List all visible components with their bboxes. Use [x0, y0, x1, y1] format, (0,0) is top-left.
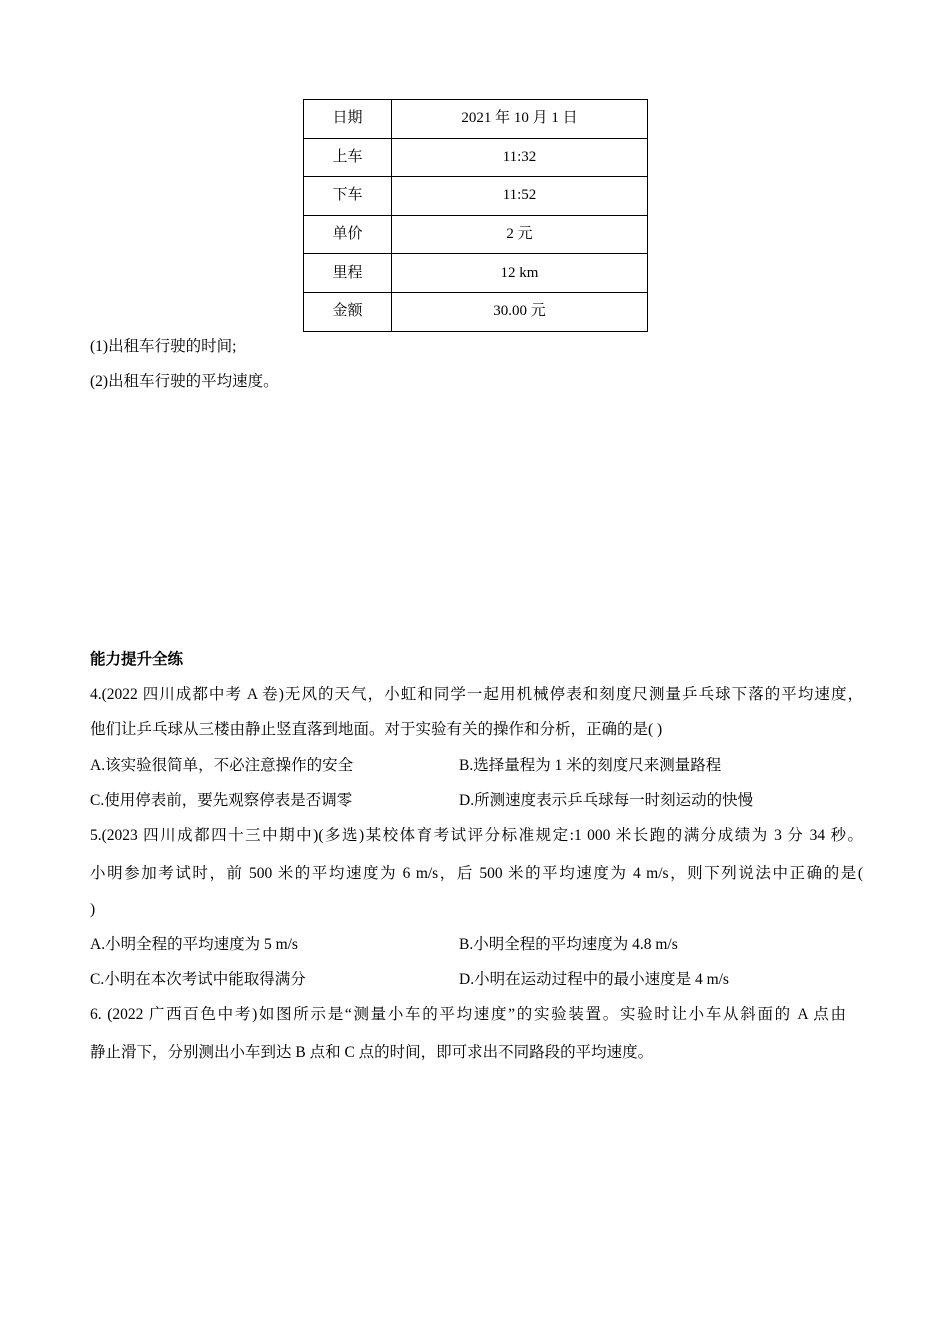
- row-value-amount: 30.00 元: [392, 292, 648, 331]
- row-value-alighting: 11:52: [392, 177, 648, 216]
- taxi-receipt-table: [303, 99, 648, 332]
- row-label-amount: 金额: [304, 292, 392, 331]
- section-title: 能力提升全练: [90, 651, 184, 668]
- row-label-mileage: 里程: [304, 254, 392, 293]
- q5-option-d: D.小明在运动过程中的最小速度是 4 m/s: [459, 971, 729, 988]
- q5-option-b: B.小明全程的平均速度为 4.8 m/s: [459, 936, 678, 953]
- row-value-mileage: 12 km: [392, 254, 648, 293]
- q4-option-b: B.选择量程为 1 米的刻度尺来测量路程: [459, 757, 722, 774]
- q5-option-c: C.小明在本次考试中能取得满分: [90, 971, 306, 988]
- row-value-date: 2021 年 10 月 1 日: [392, 100, 648, 139]
- q5-stem-line-1: 5.(2023 四川成都四十三中期中)(多选)某校体育考试评分标准规定:1 000 米长跑的满分成绩为 3 分 34 秒。: [90, 827, 863, 844]
- q5-stem-line-3: ): [90, 901, 96, 918]
- q3-part-2: (2)出租车行驶的平均速度。: [90, 373, 279, 390]
- q4-stem-line-1: 4.(2022 四川成都中考 A 卷)无风的天气，小虹和同学一起用机械停表和刻度尺测量乒乓球下落的平均速度，: [90, 686, 863, 703]
- table-row: [304, 292, 648, 331]
- q5-stem-line-2: 小明参加考试时，前 500 米的平均速度为 6 m/s，后 500 米的平均速度为 4 m/s，则下列说法中正确的是(: [90, 865, 863, 882]
- table-row: [304, 138, 648, 177]
- table-row: [304, 177, 648, 216]
- row-label-alighting: 下车: [304, 177, 392, 216]
- table-row: [304, 215, 648, 254]
- q5-option-a: A.小明全程的平均速度为 5 m/s: [90, 936, 298, 953]
- q4-option-d: D.所测速度表示乒乓球每一时刻运动的快慢: [459, 792, 754, 809]
- q6-stem-line-1: 6. (2022 广西百色中考)如图所示是“测量小车的平均速度”的实验装置。实验时让小车从斜面的 A 点由: [90, 1006, 846, 1023]
- q3-part-1: (1)出租车行驶的时间;: [90, 338, 237, 355]
- q4-stem-line-2: 他们让乒乓球从三楼由静止竖直落到地面。对于实验有关的操作和分析，正确的是( ): [90, 721, 663, 738]
- table-row: [304, 254, 648, 293]
- q4-option-c: C.使用停表前，要先观察停表是否调零: [90, 792, 353, 809]
- row-value-unit-price: 2 元: [392, 215, 648, 254]
- row-label-unit-price: 单价: [304, 215, 392, 254]
- row-value-boarding: 11:32: [392, 138, 648, 177]
- row-label-boarding: 上车: [304, 138, 392, 177]
- q6-stem-line-2: 静止滑下，分别测出小车到达 B 点和 C 点的时间，即可求出不同路段的平均速度。: [90, 1044, 654, 1061]
- table-row: [304, 100, 648, 139]
- q4-option-a: A.该实验很简单，不必注意操作的安全: [90, 757, 354, 774]
- row-label-date: 日期: [304, 100, 392, 139]
